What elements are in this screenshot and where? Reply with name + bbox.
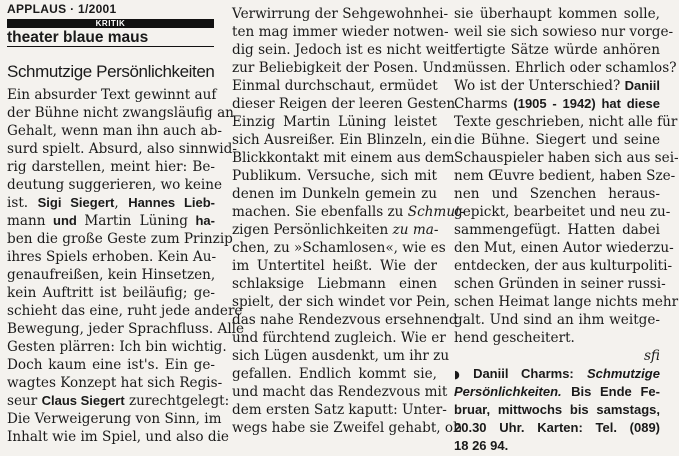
info-date-2: bruar, mittwochs bis samstags,: [454, 402, 660, 417]
info-line-5: [454, 437, 660, 455]
info-bullet: ◗: [454, 368, 460, 381]
text-line: die Bühne. Siegert und seine: [454, 132, 660, 148]
text-line: fertigte Sätze würde anhören: [454, 42, 660, 58]
text-line: Gesten plärren: Ich bin wichtig.: [7, 339, 227, 355]
text-line: mann und Martin Lüning ha-: [7, 213, 215, 229]
text-line: zur Beliebigkeit der Posen. Und:: [232, 60, 456, 76]
text-line: das nahe Rendezvous ersehnend: [232, 312, 458, 328]
article-column-3: [454, 5, 679, 455]
text-line: den Mut, einen Autor wiederzu-: [454, 240, 674, 256]
text-line: hend gescheitert.: [454, 330, 575, 346]
text-line: Charms (1905 - 1942) hat diese: [454, 96, 660, 112]
text-line: weil sie sich sowieso nur vorge-: [454, 24, 674, 40]
text-line: genaufreißen, kein Hinsetzen,: [7, 267, 216, 283]
text-line: rig darstellen, meint hier: Be-: [7, 159, 215, 175]
text-line: Einmal durchschaut, ermüdet: [232, 78, 438, 94]
text-line: Die Verweigerung von Sinn, im: [7, 411, 222, 427]
text-line: ten mag immer wieder notwen-: [232, 24, 449, 40]
info-line-2: [454, 383, 660, 401]
text-line: sie überhaupt kommen solle,: [454, 6, 660, 22]
text-line: Schauspieler haben sich aus sei-: [454, 150, 679, 166]
text-line: galt. Und sind an ihm weitge-: [454, 312, 660, 328]
text-line: dem ersten Satz kaputt: Unter-: [232, 402, 447, 418]
text-line: schlaksige Liebmann einen: [232, 276, 437, 292]
text-line: denen im Dunkeln gemein zu: [232, 186, 437, 202]
info-title-2: Persönlichkeiten.: [454, 384, 562, 399]
text-line: ihres Spiels erhoben. Kein Au-: [7, 249, 217, 265]
text-line: chen, zu »Schamlosen«, wie es: [232, 240, 446, 256]
text-line: Einzig Martin Lüning leistet: [232, 114, 437, 130]
text-line: ist. Sigi Siegert, Hannes Lieb-: [7, 195, 215, 211]
text-line: entdecken, der aus kulturpoliti-: [454, 258, 673, 274]
rubric-title: theater blaue maus: [7, 29, 214, 47]
text-line: spielt, der sich windet vor Pein,: [232, 294, 451, 310]
text-line: seur Claus Siegert zurechtgelegt:: [7, 393, 230, 409]
text-line: wagtes Konzept hat sich Regis-: [7, 375, 223, 391]
text-line: zigen Persönlichkeiten zu ma-: [232, 222, 439, 238]
text-line: und macht das Rendezvous mit: [232, 384, 448, 400]
info-line-4: [454, 419, 660, 437]
text-line: Wo ist der Unterschied? Daniil: [454, 78, 660, 94]
author-signature: sfi: [643, 348, 660, 364]
text-line: dieser Reigen der leeren Gesten.: [232, 96, 460, 112]
text-line: Doch kaum eine ist's. Ein ge-: [7, 357, 215, 373]
text-line: ben die große Geste zum Prinzip: [7, 231, 233, 247]
text-line: Bewegung, jeder Sprachfluss. Alle: [7, 321, 245, 337]
text-line: machen. Sie ebenfalls zu Schmut-: [232, 204, 466, 220]
text-line: Texte geschrieben, nicht alle für: [454, 114, 678, 130]
text-line: wegs habe sie Zweifel gehabt, ob: [232, 420, 462, 436]
text-line: sich Lügen ausdenkt, um ihr zu: [232, 348, 450, 364]
info-tickets: 20.30 Uhr. Karten: Tel. (089): [454, 420, 660, 435]
text-line: dig sein. Jedoch ist es nicht weit: [232, 42, 456, 58]
text-line: nem Œuvre bedient, haben Sze-: [454, 168, 676, 184]
text-line: nen und Szenchen heraus-: [454, 186, 660, 202]
text-line: Ein absurder Text gewinnt auf: [7, 87, 217, 103]
masthead: APPLAUS · 1/2001: [7, 2, 117, 16]
info-author: Daniil Charms:: [473, 366, 574, 381]
text-line: Verwirrung der Sehgewohnhei-: [232, 6, 449, 22]
article-column-2: [232, 5, 466, 437]
text-line: Publikum. Versuche, sich mit: [232, 168, 437, 184]
text-line: im Untertitel heißt. Wie der: [232, 258, 437, 274]
text-line: Blickkontakt mit einem aus dem: [232, 150, 455, 166]
text-line: gefallen. Endlich kommt sie,: [232, 366, 437, 382]
text-line: Gehalt, wenn man ihn auch ab-: [7, 123, 222, 139]
section-label: KRITIK: [7, 19, 214, 28]
text-line: und fürchtend zugleich. Wie er: [232, 330, 446, 346]
info-line-3: [454, 401, 660, 419]
text-line: schieht das eine, ruht jede andere: [7, 303, 243, 319]
text-line: müssen. Ehrlich oder schamlos?: [454, 60, 677, 76]
info-date-1: Bis Ende Fe-: [571, 384, 660, 399]
text-line: schen Gründen in seiner russi-: [454, 276, 666, 292]
article-headline: Schmutzige Persönlichkeiten: [7, 62, 215, 81]
text-line: gepickt, bearbeitet und neu zu-: [454, 204, 671, 220]
article-column-1: [7, 86, 245, 446]
info-phone: 18 26 94.: [454, 438, 509, 453]
info-line-1: [454, 365, 660, 383]
text-line: der Bühne nicht zwangsläufig an: [7, 105, 234, 121]
text-line: sich Ausreißer. Ein Blinzeln, ein: [232, 132, 453, 148]
text-line: Inhalt wie im Spiel, und also die: [7, 429, 229, 445]
text-line: kein Auftritt ist beiläufig; ge-: [7, 285, 215, 301]
text-line: sammengefügt. Hatten dabei: [454, 222, 660, 238]
info-title-1: Schmutzige: [587, 366, 660, 381]
text-line: schen Heimat lange nichts mehr: [454, 294, 679, 310]
text-line: deutung suggerieren, wo keine: [7, 177, 223, 193]
text-line: surd spielt. Absurd, also sinnwid-: [7, 141, 237, 157]
